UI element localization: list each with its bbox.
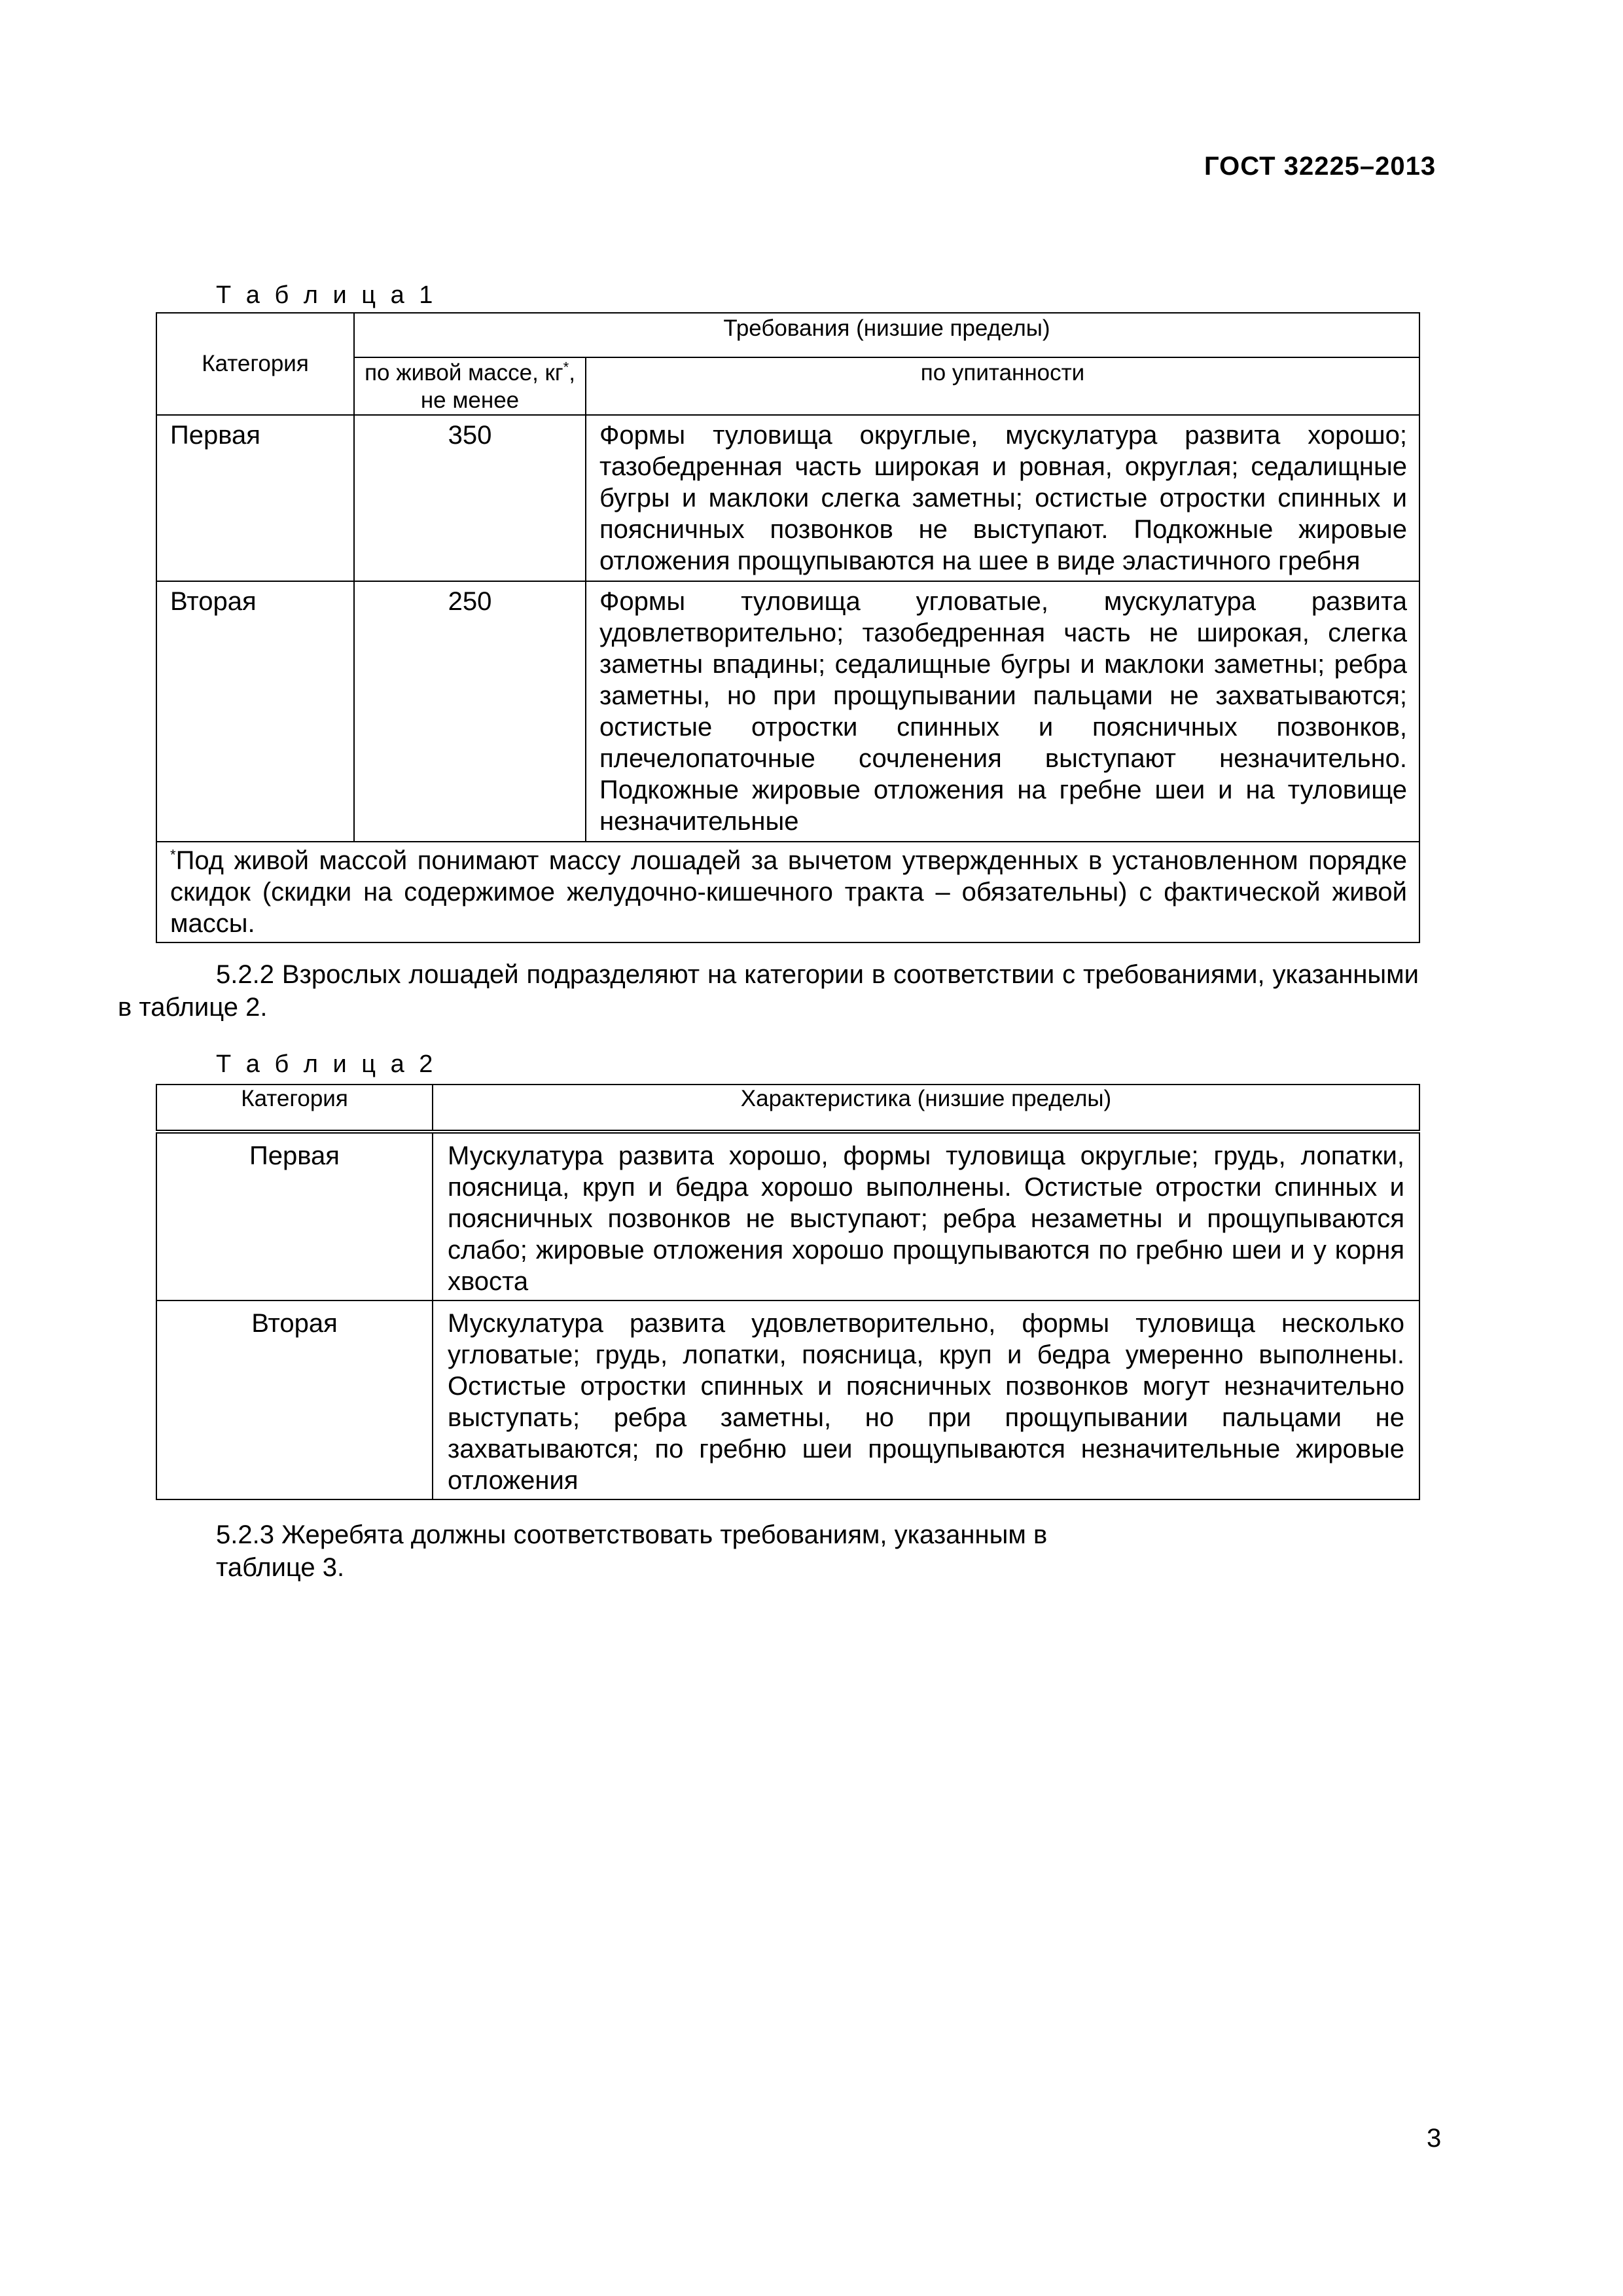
table1-row1-condition: Формы туловища округлые, мускулатура развита хорошо; тазобедренная часть широкая и ровная, округлая; седалищные бугры и маклоки слегка заметны; остистые отростки спинных и поясничных позвонков не выступают. Подкожные жировые отложения прощупываются на шее в виде эластичного гребня	[586, 415, 1419, 581]
table1-footnote-text: Под живой массой понимают массу лошадей за вычетом утвержденных в установленном порядке скидок (скидки на содержимое желудочно-кишечного тракта – обязательны) с фактической живой массы.	[170, 846, 1408, 938]
table2-row1-characteristic: Мускулатура развита хорошо, формы туловища округлые; грудь, лопатки, поясница, круп и бедра хорошо выполнены. Остистые отростки спинных и поясничных позвонков не выступают; ребра незаметны и прощупываются слабо; жировые отложения хорошо прощупываются по гребню шеи и у корня хвоста	[433, 1132, 1419, 1300]
table2-caption: Т а б л и ц а 2	[216, 1050, 437, 1078]
table1-row1-mass: 350	[354, 415, 586, 581]
table2-row2-category: Вторая	[156, 1300, 433, 1499]
table-row	[156, 415, 1419, 581]
table2-header-category: Категория	[156, 1085, 433, 1132]
table1-row1-category: Первая	[156, 415, 354, 581]
table-row	[156, 581, 1419, 842]
footnote-marker: *	[563, 359, 569, 376]
table1-header-requirements: Требования (низшие пределы)	[354, 313, 1419, 357]
table2	[156, 1084, 1420, 1500]
table1-header-mass-tail: , не менее	[420, 360, 575, 413]
footnote-marker: *	[170, 846, 176, 863]
table1-header-mass-label: по живой массе, кг	[365, 360, 563, 386]
paragraph-5-2-3: 5.2.3 Жеребята должны соответствовать требованиям, указанным в таблице 3.	[216, 1520, 1048, 1582]
table2-row1-category: Первая	[156, 1132, 433, 1300]
table1-caption: Т а б л и ц а 1	[216, 281, 437, 309]
table1-row2-mass: 250	[354, 581, 586, 842]
table1-row2-category: Вторая	[156, 581, 354, 842]
paragraph-5-2-2: 5.2.2 Взрослых лошадей подразделяют на категории в соответствии с требованиями, указанными в таблице 2.	[118, 960, 1419, 1022]
table-row	[156, 1132, 1419, 1300]
table1-header-condition: по упитанности	[586, 357, 1419, 415]
table1-footnote	[156, 842, 1419, 942]
table2-row2-characteristic: Мускулатура развита удовлетворительно, формы туловища несколько угловатые; грудь, лопатки, поясница, круп и бедра умеренно выполнены. Остистые отростки спинных и поясничных позвонков могут незначительно выступать; ребра заметны, но при прощупывании пальцами не захватываются; по гребню шеи прощупываются незначительные жировые отложения	[433, 1300, 1419, 1499]
document-id: ГОСТ 32225–2013	[1204, 152, 1436, 181]
table1-header-mass	[354, 357, 586, 415]
table1	[156, 312, 1420, 943]
table1-row2-condition: Формы туловища угловатые, мускулатура развита удовлетворительно; тазобедренная часть не широкая, слегка заметны впадины; седалищные бугры и маклоки заметны; ребра заметны, но при прощупывании пальцами не захватываются; остистые отростки спинных и поясничных позвонков, плечелопаточные сочленения выступают незначительно. Подкожные жировые отложения на гребне шеи и на туловище незначительные	[586, 581, 1419, 842]
table2-header-characteristic: Характеристика (низшие пределы)	[433, 1085, 1419, 1132]
table-row	[156, 1300, 1419, 1499]
page-number: 3	[1427, 2124, 1442, 2153]
table1-header-category: Категория	[156, 313, 354, 415]
